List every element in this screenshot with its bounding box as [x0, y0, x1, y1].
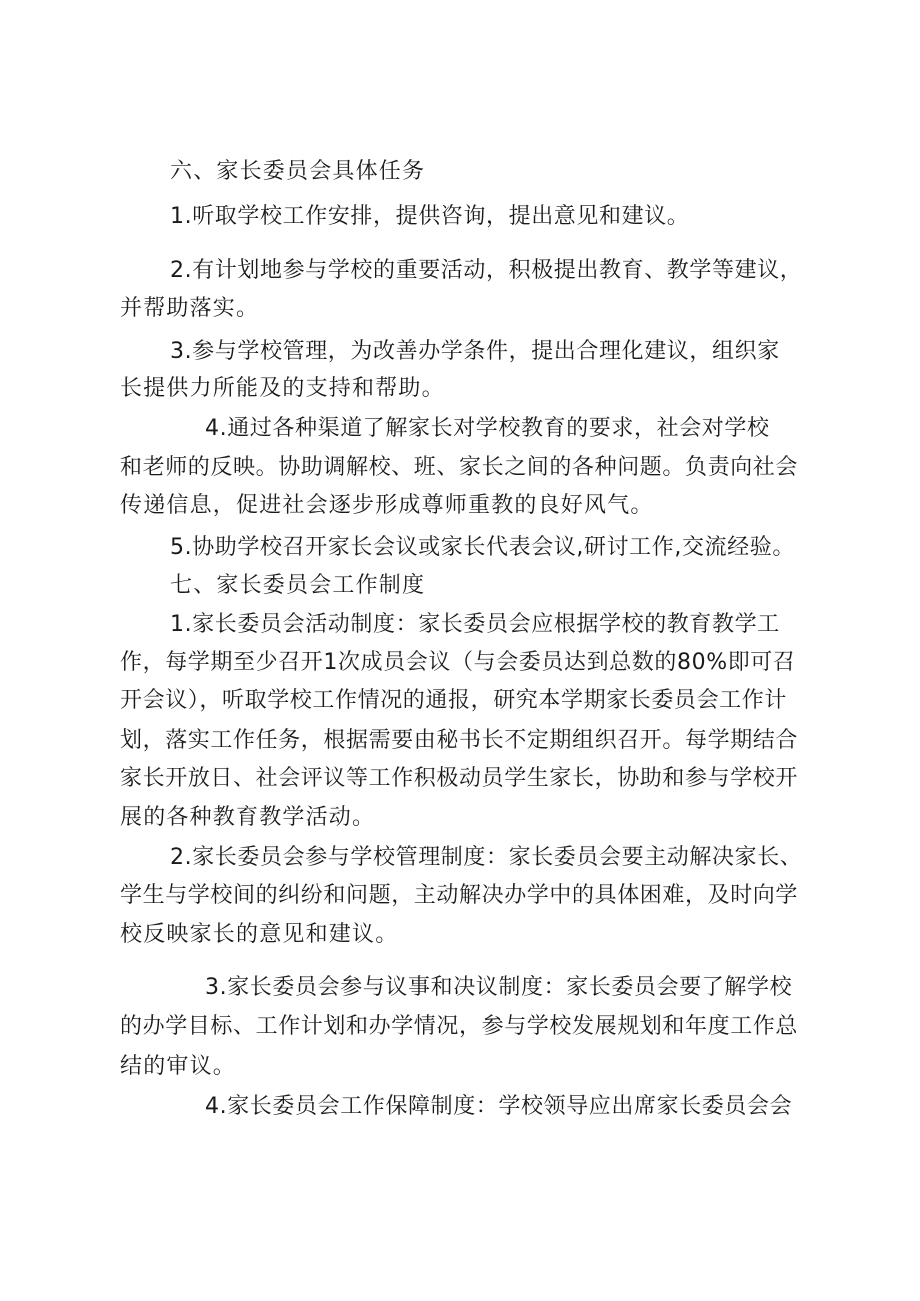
section-heading-6: 六、家长委员会具体任务	[170, 159, 426, 184]
paragraph-line: 1.听取学校工作安排，提供咨询，提出意见和建议。	[170, 204, 690, 229]
paragraph-line: 2.家长委员会参与学校管理制度：家长委员会要主动解决家长、	[170, 845, 803, 870]
paragraph-line: 4.通过各种渠道了解家长对学校教育的要求，社会对学校	[205, 416, 770, 441]
paragraph-line: 4.家长委员会工作保障制度：学校领导应出席家长委员会会	[205, 1094, 793, 1119]
paragraph-line: 3.参与学校管理，为改善办学条件，提出合理化建议，组织家	[170, 339, 780, 364]
section-heading-7: 七、家长委员会工作制度	[170, 573, 426, 598]
paragraph-line: 校反映家长的意见和建议。	[120, 922, 399, 947]
paragraph-line: 开会议），听取学校工作情况的通报，研究本学期家长委员会工作计	[120, 688, 788, 713]
paragraph-line: 学生与学校间的纠纷和问题，主动解决办学中的具体困难，及时向学	[120, 883, 799, 908]
paragraph-line: 2.有计划地参与学校的重要活动，积极提出教育、教学等建议，	[170, 258, 803, 283]
paragraph-line: 长提供力所能及的支持和帮助。	[120, 376, 445, 401]
paragraph-line: 3.家长委员会参与议事和决议制度：家长委员会要了解学校	[205, 975, 793, 1000]
paragraph-line: 展的各种教育教学活动。	[120, 805, 376, 830]
paragraph-line: 作，每学期至少召开1次成员会议（与会委员达到总数的80%即可召	[120, 650, 796, 675]
paragraph-line: 和老师的反映。协助调解校、班、家长之间的各种问题。负责向社会	[120, 455, 799, 480]
paragraph-line: 家长开放日、社会评议等工作积极动员学生家长，协助和参与学校开	[120, 766, 799, 791]
paragraph-line: 划，落实工作任务，根据需要由秘书长不定期组织召开。每学期结合	[120, 728, 799, 753]
paragraph-line: 1.家长委员会活动制度：家长委员会应根据学校的教育教学工	[170, 612, 780, 637]
paragraph-line: 的办学目标、工作计划和办学情况，参与学校发展规划和年度工作总	[120, 1014, 799, 1039]
paragraph-line: 结的审议。	[120, 1054, 237, 1079]
paragraph-line: 5.协助学校召开家长会议或家长代表会议,研讨工作,交流经验。	[170, 535, 795, 560]
paragraph-line: 并帮助落实。	[120, 296, 260, 321]
paragraph-line: 传递信息，促进社会逐步形成尊师重教的良好风气。	[120, 493, 654, 518]
